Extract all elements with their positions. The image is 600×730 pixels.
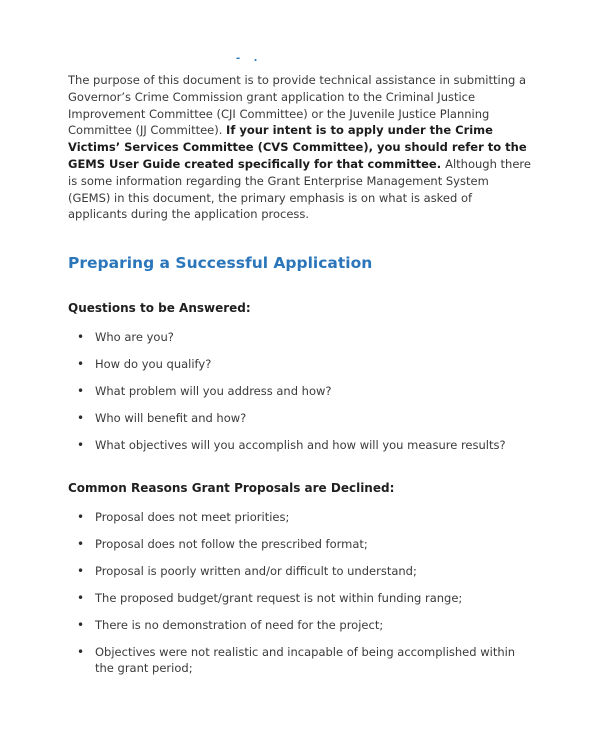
bullet-list-item: • What objectives will you accomplish and how will you measure results? [68, 437, 534, 453]
top-marks: - . [236, 53, 263, 64]
questions-list [68, 329, 534, 453]
intro-text-2: Although there is some information regarding the Grant Enterprise Management System (GEMS) in this document, the primary emphasis is on what is asked of applicants during the application process. [68, 156, 531, 222]
bullet-list-item: • Proposal is poorly written and/or difficult to understand; [68, 563, 534, 579]
bullet-list-item: • The proposed budget/grant request is not within funding range; [68, 590, 534, 606]
bullet-list-item: • How do you qualify? [68, 356, 534, 372]
intro-text-1: The purpose of this document is to provide technical assistance in submitting a Governor’s Crime Commission grant application to the Criminal Justice Improvement Committee (CJI Committee) or the Juvenile Justice Planning Committee (JJ Committee). [68, 73, 526, 138]
bullet-list-item: • Who are you? [68, 329, 534, 345]
bullet-list-item: • There is no demonstration of need for the project; [68, 617, 534, 633]
bullet-list-item: • Objectives were not realistic and incapable of being accomplished within the grant period; [68, 644, 534, 676]
bullet-list-item: • What problem will you address and how? [68, 383, 534, 399]
bullet-list-item: • Proposal does not meet priorities; [68, 509, 534, 525]
questions-section-title: Questions to be Answered: [68, 301, 251, 316]
declined-list [68, 509, 534, 676]
intro-bold-text: If your intent is to apply under the Crime Victims’ Services Committee (CVS Committee), you should refer to the GEMS User Guide created specifically for that committee. [68, 123, 527, 171]
bullet-list-item: • Proposal does not follow the prescribed format; [68, 536, 534, 552]
page-title: Preparing a Successful Application [68, 254, 373, 273]
bullet-list-item: • Who will benefit and how? [68, 410, 534, 426]
intro-paragraph [68, 72, 534, 223]
declined-section-title: Common Reasons Grant Proposals are Declined: [68, 481, 395, 496]
